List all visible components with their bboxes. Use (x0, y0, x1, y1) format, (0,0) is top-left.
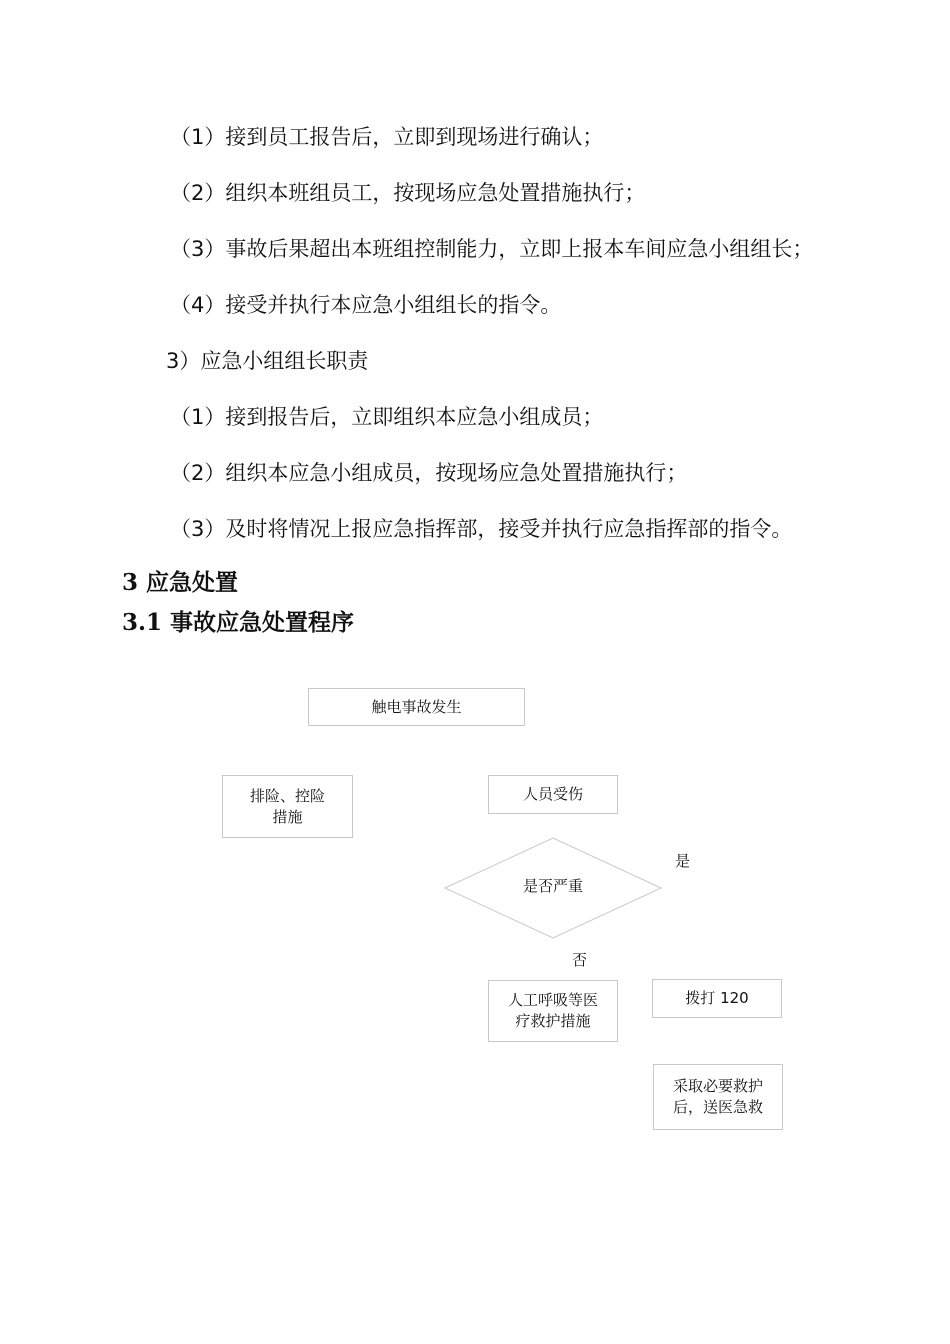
leader-duty-item-2: （2）组织本应急小组成员，按现场应急处置措施执行； (170, 461, 688, 485)
flow-control-box (222, 775, 353, 838)
duty-item-1: （1）接到员工报告后，立即到现场进行确认； (170, 125, 604, 149)
duty-item-4: （4）接受并执行本应急小组组长的指令。 (170, 293, 562, 317)
flow-call-label: 拨打 120 (685, 989, 749, 1007)
flow-control-label-line2: 措施 (272, 807, 303, 826)
flow-hospital-label-line2: 后，送医急救 (672, 1098, 763, 1116)
duty-item-3: （3）事故后果超出本班组控制能力，立即上报本车间应急小组组长； (170, 237, 814, 261)
section-subheading-leader-duties: 3）应急小组组长职责 (166, 349, 369, 373)
flow-first-aid-box (488, 980, 618, 1042)
flow-first-aid-label-line1: 人工呼吸等医 (507, 991, 598, 1009)
section-heading-emergency-response: 3 应急处置 (122, 569, 239, 596)
flow-call-box (652, 979, 782, 1018)
flow-decision-label: 是否严重 (522, 877, 583, 895)
flow-injured-box (488, 775, 618, 814)
flow-start-label: 触电事故发生 (371, 697, 462, 716)
leader-duty-item-3: （3）及时将情况上报应急指挥部，接受并执行应急指挥部的指令。 (170, 517, 793, 541)
flow-yes-label: 是 (675, 852, 691, 870)
flow-hospital-box (653, 1064, 783, 1130)
flow-no-label: 否 (572, 951, 588, 969)
flow-injured-label: 人员受伤 (522, 785, 583, 803)
leader-duty-item-1: （1）接到报告后，立即组织本应急小组成员； (170, 405, 604, 429)
flow-hospital-label-line1: 采取必要救护 (672, 1077, 763, 1095)
duty-item-2: （2）组织本班组员工，按现场应急处置措施执行； (170, 181, 646, 205)
flow-control-label-line1: 排险、控险 (249, 786, 325, 805)
flow-start-box (308, 688, 525, 726)
section-heading-procedure: 3.1 事故应急处置程序 (122, 609, 355, 636)
flow-first-aid-label-line2: 疗救护措施 (515, 1012, 591, 1030)
